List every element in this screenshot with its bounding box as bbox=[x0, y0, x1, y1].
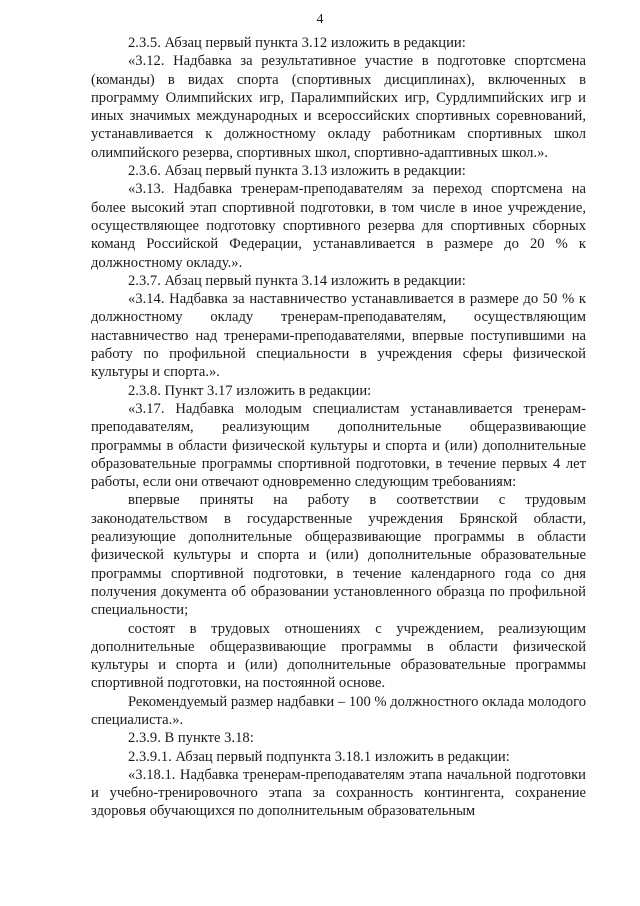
document-body bbox=[91, 34, 586, 821]
paragraph-2-3-6-heading: 2.3.6. Абзац первый пункта 3.13 изложить в редакции: bbox=[128, 163, 466, 180]
paragraph-2-3-7-heading: 2.3.7. Абзац первый пункта 3.14 изложить в редакции: bbox=[128, 272, 466, 289]
paragraph-recommended-size: Рекомендуемый размер надбавки – 100 % должностного оклада молодого специалиста.». bbox=[91, 693, 586, 728]
paragraph-2-3-9-1-heading: 2.3.9.1. Абзац первый подпункта 3.18.1 изложить в редакции: bbox=[128, 748, 510, 765]
paragraph-2-3-5-heading: 2.3.5. Абзац первый пункта 3.12 изложить в редакции: bbox=[128, 35, 466, 51]
page-number: 4 bbox=[316, 12, 324, 27]
paragraph-2-3-8-heading: 2.3.8. Пункт 3.17 изложить в редакции: bbox=[128, 382, 372, 399]
paragraph-3-12-text: «3.12. Надбавка за результативное участие в подготовке спортсмена (команды) в видах спорта (спортивных дисциплинах), включенных в программу Олимпийских игр, Паралимпийских игр, Сурдлимпийских игр и иных значимых международных и всероссийских спортивных соревнований, устанавливается к должностному окладу работникам спортивных школ олимпийского резерва, спортивных школ, спортивно-адаптивных школ.». bbox=[91, 53, 586, 161]
paragraph-requirement-2: состоят в трудовых отношениях с учреждением, реализующим дополнительные общеразвивающие программы в области физической культуры и спорта и (или) дополнительные образовательные программы спортивной подготовки, на постоянной основе. bbox=[91, 620, 586, 692]
paragraph-3-13-text: «3.13. Надбавка тренерам-преподавателям за переход спортсмена на более высокий этап спортивной подготовки, в том числе в иное учреждение, осуществляющее подготовку спортивного резерва для спортивных сборных команд Российской Федерации, устанавливается в размере до 20 % к должностному окладу.». bbox=[91, 181, 586, 271]
paragraph-3-17-text: «3.17. Надбавка молодым специалистам устанавливается тренерам-преподавателям, реализующим дополнительные общеразвивающие программы в области физической культуры и спорта и (или) дополнительные образовательные программы спортивной подготовки, в течение первых 4 лет работы, если они отвечают одновременно следующим требованиям: bbox=[91, 400, 586, 491]
paragraph-requirement-1: впервые приняты на работу в соответствии с трудовым законодательством в государственные учреждения Брянской области, реализующие дополнительные общеразвивающие программы в области физической культуры и спорта и (или) дополнительные образовательные программы спортивной подготовки, в течение календарного года со дня получения документа об образовании установленного образца по профильной специальности; bbox=[91, 492, 586, 619]
paragraph-3-18-1-text: «3.18.1. Надбавка тренерам-преподавателям этапа начальной подготовки и учебно-тренировочного этапа за сохранность контингента, сохранение здоровья обучающихся по дополнительным образовательным bbox=[91, 766, 586, 820]
paragraph-2-3-9-heading: 2.3.9. В пункте 3.18: bbox=[128, 730, 254, 747]
paragraph-3-14-text: «3.14. Надбавка за наставничество устанавливается в размере до 50 % к должностному окладу тренерам-преподавателям, осуществляющим наставничество над тренерами-преподавателями, впервые поступившими на работу по профильной специальности в учреждения сферы физической культуры и спорта.». bbox=[91, 291, 586, 381]
